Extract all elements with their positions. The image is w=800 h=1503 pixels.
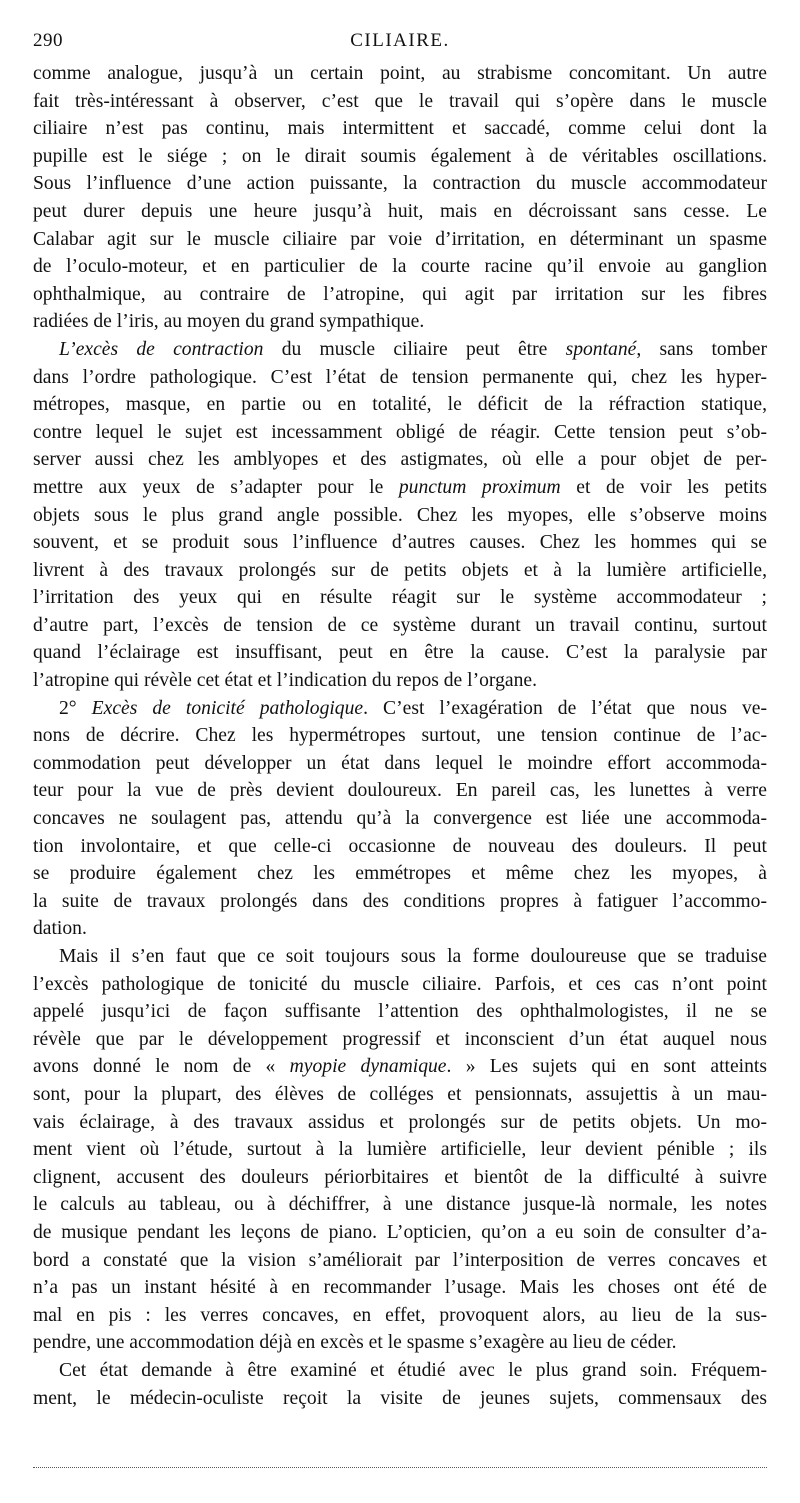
text-line: quand l’éclairage est insuffisant, peut en être la cause. C’est la paralysie par xyxy=(33,642,767,664)
text-line: métropes, masque, en partie ou en totalité, le déficit de la réfraction statique, xyxy=(33,394,767,416)
text-line: l’irritation des yeux qui en résulte réagit sur le système accommodateur ; xyxy=(33,587,767,609)
page-number: 290 xyxy=(33,30,63,51)
running-head xyxy=(33,22,767,60)
text-line: livrent à des travaux prolongés sur de petits objets et à la lumière artificielle, xyxy=(33,559,767,581)
text-line: ophthalmique, au contraire de l’atropine, qui agit par irritation sur les fibres xyxy=(33,283,767,305)
text-line: le calculs au tableau, ou à déchiffrer, à une distance jusque-là normale, les notes xyxy=(33,1194,767,1216)
text-line: d’autre part, l’excès de tension de ce système durant un travail continu, surtout xyxy=(33,614,767,636)
text-line: clignent, accusent des douleurs périorbitaires et bientôt de la difficulté à suivre xyxy=(33,1166,767,1188)
body-text xyxy=(33,60,767,1412)
footer-dotted-rule xyxy=(33,1467,767,1468)
text-line: peut durer depuis une heure jusqu’à huit, mais en décroissant sans cesse. Le xyxy=(33,200,767,222)
text-line: révèle que par le développement progressif et inconscient d’un état auquel nous xyxy=(33,1028,767,1050)
text-line: sont, pour la plupart, des élèves de colléges et pensionnats, assujettis à un mau- xyxy=(33,1083,767,1105)
text-line: bord a constaté que la vision s’améliorait par l’interposition de verres concaves et xyxy=(33,1249,767,1271)
text-line: L’excès de contraction du muscle ciliaire peut être spontané, sans tomber xyxy=(59,338,767,360)
text-line: avons donné le nom de « myopie dynamique. » Les sujets qui en sont atteints xyxy=(33,1056,767,1078)
text-line: contre lequel le sujet est incessamment obligé de réagir. Cette tension peut s’ob- xyxy=(33,421,767,443)
text-line: nons de décrire. Chez les hypermétropes surtout, une tension continue de l’ac- xyxy=(33,725,767,747)
running-title: CILIAIRE. xyxy=(350,30,450,51)
text-line: la suite de travaux prolongés dans des conditions propres à fatiguer l’accommo- xyxy=(33,890,767,912)
text-line: mettre aux yeux de s’adapter pour le punctum proximum et de voir les petits xyxy=(33,476,768,498)
text-line: l’atropine qui révèle cet état et l’indication du repos de l’organe. xyxy=(33,670,537,692)
book-page xyxy=(33,22,767,1412)
text-line: se produire également chez les emmétropes et même chez les myopes, à xyxy=(33,863,767,885)
text-line: mal en pis : les verres concaves, en effet, provoquent alors, au lieu de la sus- xyxy=(33,1304,767,1326)
text-line: pendre, une accommodation déjà en excès et le spasme s’exagère au lieu de céder. xyxy=(33,1332,677,1354)
text-line: commodation peut développer un état dans lequel le moindre effort accommoda- xyxy=(33,752,767,774)
text-line: ment vient où l’étude, surtout à la lumière artificielle, leur devient pénible ; ils xyxy=(33,1139,767,1161)
text-line: dans l’ordre pathologique. C’est l’état de tension permanente qui, chez les hyper- xyxy=(33,366,767,388)
text-line: vais éclairage, à des travaux assidus et prolongés sur de petits objets. Un mo- xyxy=(33,1111,767,1133)
text-line: de l’oculo-moteur, et en particulier de la courte racine qu’il envoie au ganglion xyxy=(33,256,767,278)
text-line: de musique pendant les leçons de piano. L’opticien, qu’on a eu soin de consulter d’a- xyxy=(33,1221,767,1243)
text-line: Cet état demande à être examiné et étudié avec le plus grand soin. Fréquem- xyxy=(59,1359,767,1381)
text-line: Sous l’influence d’une action puissante, la contraction du muscle accommodateur xyxy=(33,173,767,195)
text-line: comme analogue, jusqu’à un certain point, au strabisme concomitant. Un autre xyxy=(33,63,767,84)
text-line: n’a pas un instant hésité à en recommander l’usage. Mais les choses ont été de xyxy=(33,1277,767,1299)
text-line: fait très-intéressant à observer, c’est que le travail qui s’opère dans le muscle xyxy=(33,90,767,112)
text-line: teur pour la vue de près devient douloureux. En pareil cas, les lunettes à verre xyxy=(33,780,767,802)
text-line: souvent, et se produit sous l’influence d’autres causes. Chez les hommes qui se xyxy=(33,532,767,554)
text-line: Calabar agit sur le muscle ciliaire par voie d’irritation, en déterminant un spasme xyxy=(33,228,767,250)
text-line: Mais il s’en faut que ce soit toujours sous la forme douloureuse que se traduise xyxy=(59,946,767,967)
text-line: radiées de l’iris, au moyen du grand sympathique. xyxy=(33,311,425,333)
text-line: 2° Excès de tonicité pathologique. C’est l’exagération de l’état que nous ve- xyxy=(59,697,767,719)
text-line: concaves ne soulagent pas, attendu qu’à la convergence est liée une accommoda- xyxy=(33,808,767,830)
text-line: l’excès pathologique de tonicité du muscle ciliaire. Parfois, et ces cas n’ont point xyxy=(33,973,767,995)
text-line: server aussi chez les amblyopes et des astigmates, où elle a pour objet de per- xyxy=(33,449,767,471)
text-line: tion involontaire, et que celle-ci occasionne de nouveau des douleurs. Il peut xyxy=(33,835,767,857)
text-line: pupille est le siége ; on le dirait soumis également à de véritables oscillations. xyxy=(33,145,767,167)
text-line: dation. xyxy=(33,918,87,940)
text-line: objets sous le plus grand angle possible. Chez les myopes, elle s’observe moins xyxy=(33,504,767,526)
text-line: appelé jusqu’ici de façon suffisante l’attention des ophthalmologistes, il ne se xyxy=(33,1001,767,1023)
text-line: ciliaire n’est pas continu, mais intermittent et saccadé, comme celui dont la xyxy=(33,118,767,140)
text-line: ment, le médecin-oculiste reçoit la visite de jeunes sujets, commensaux des xyxy=(33,1387,767,1409)
